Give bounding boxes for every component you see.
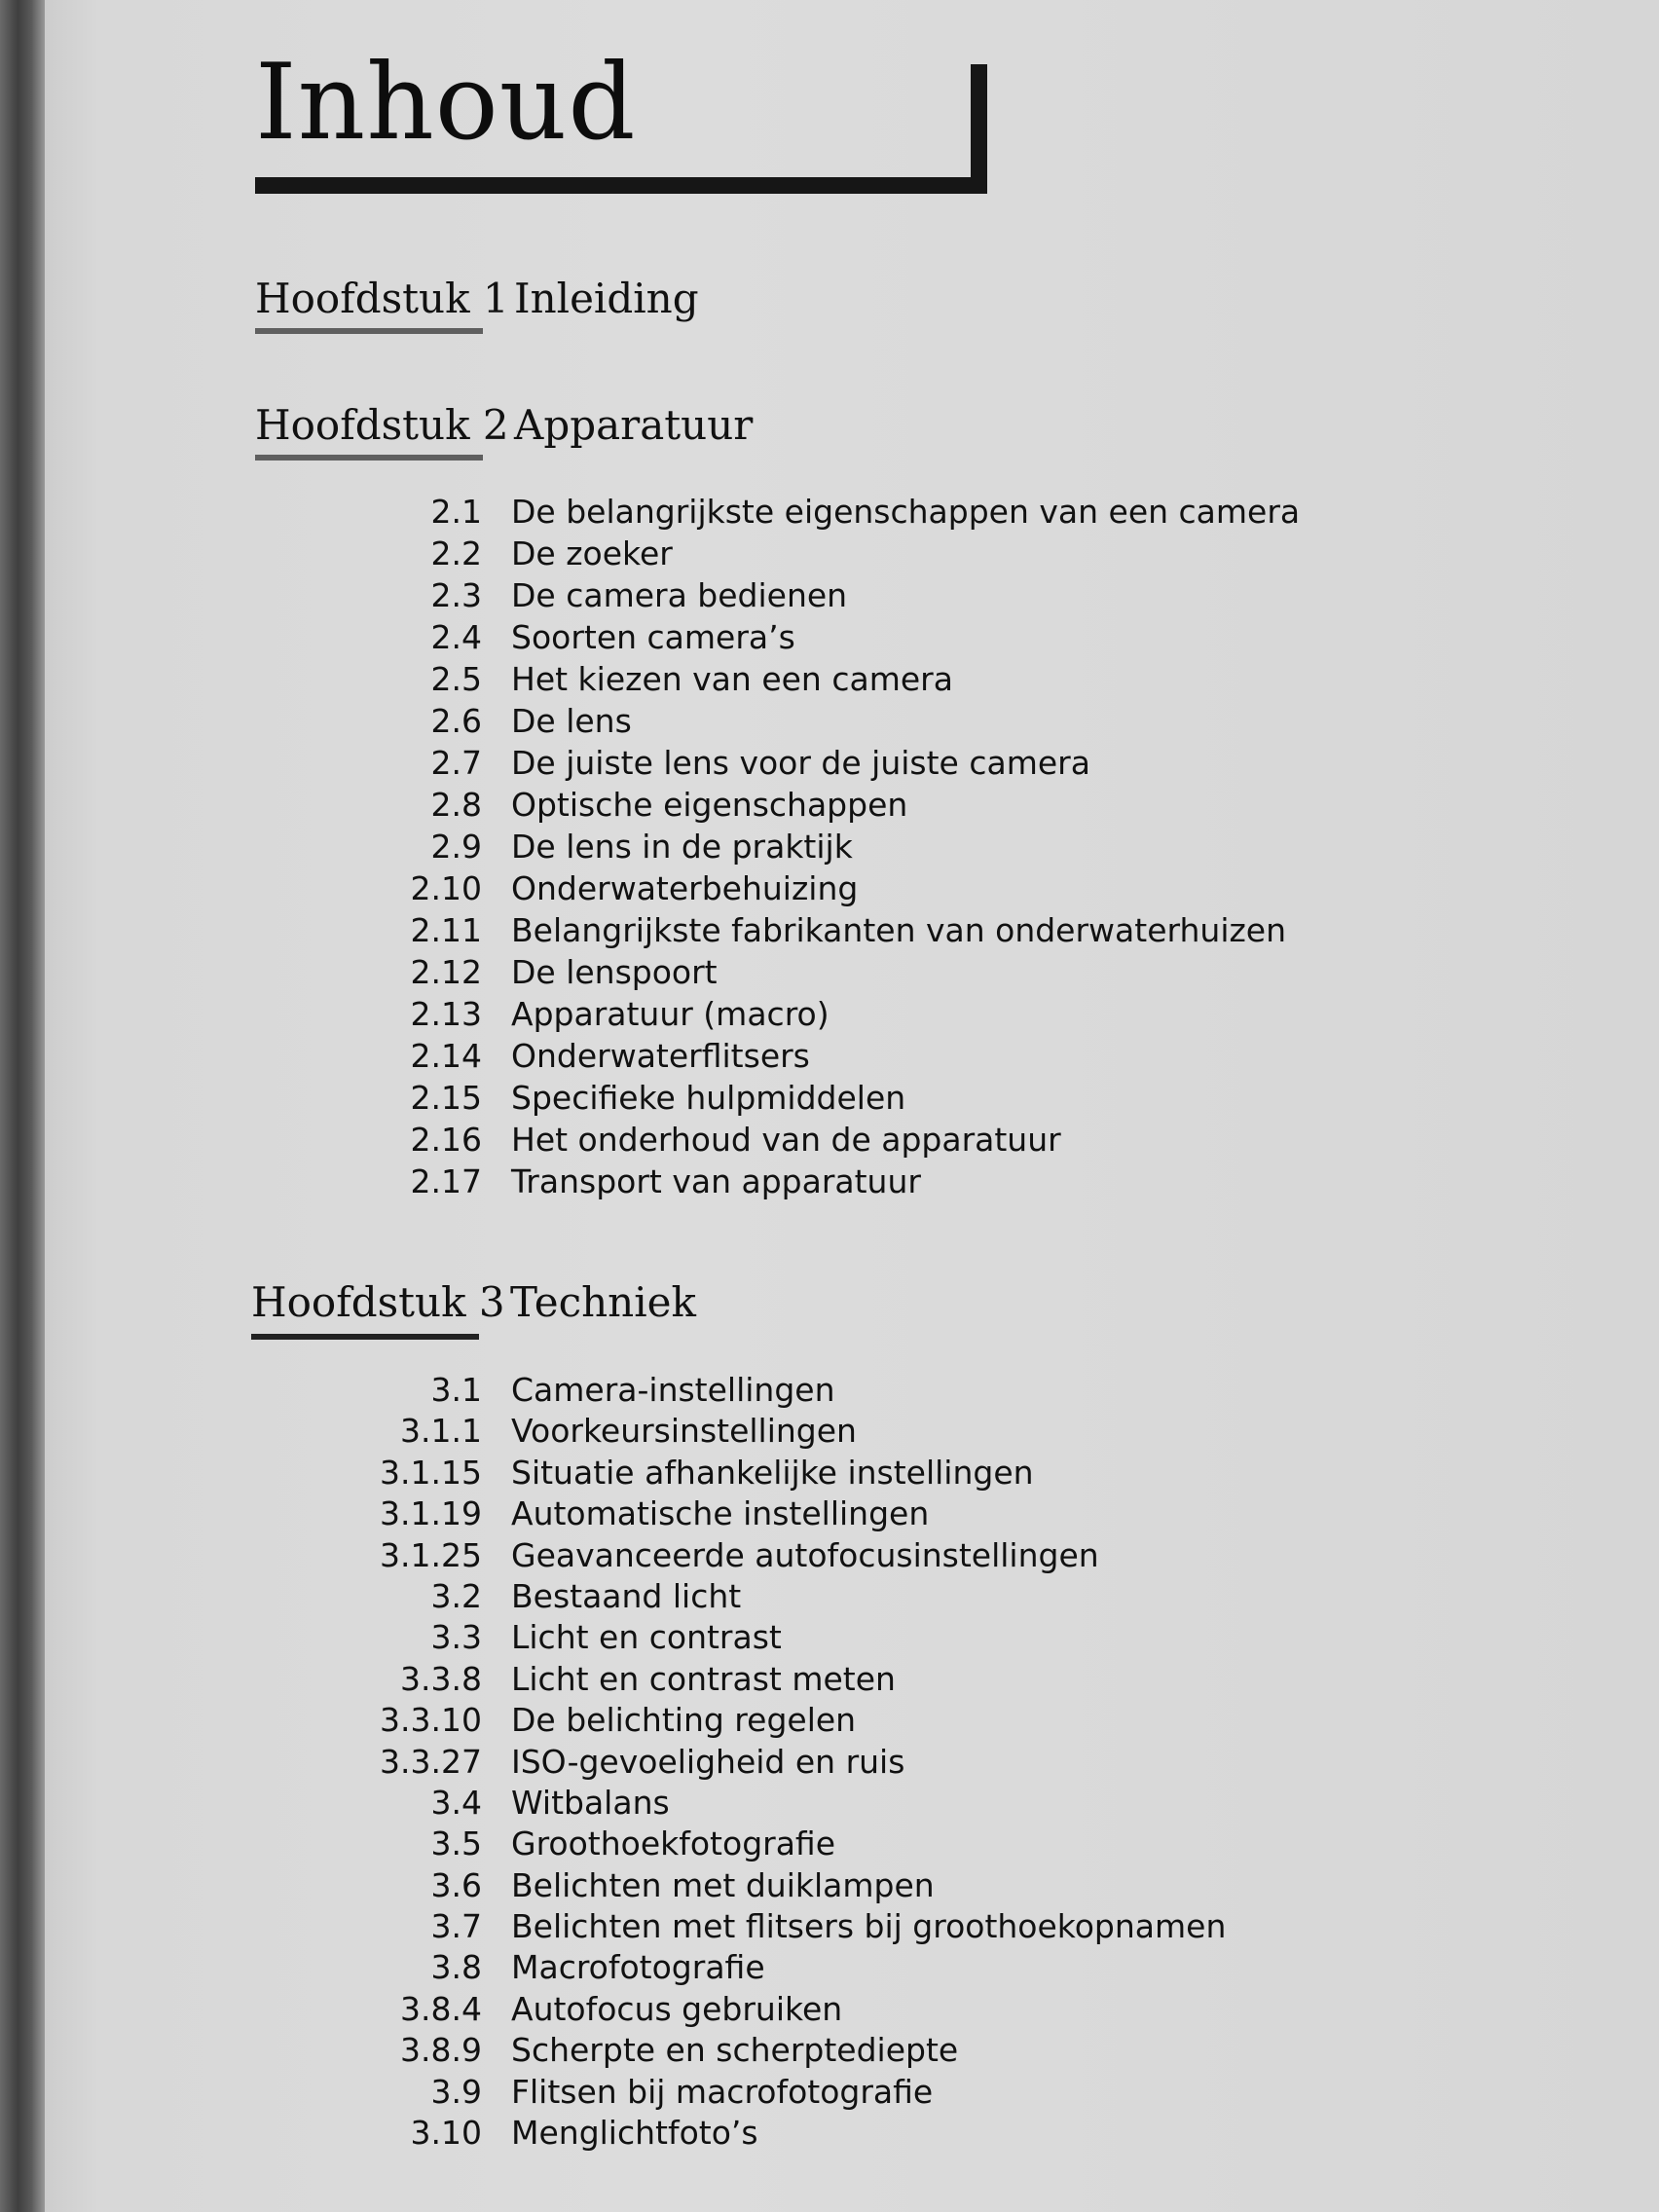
section-title: Situatie afhankelijke instellingen <box>511 1453 1034 1492</box>
section-number: 2.5 <box>430 660 482 698</box>
chapter-label: Hoofdstuk 2 <box>255 401 509 449</box>
section-title: Specifieke hulpmiddelen <box>511 1079 906 1117</box>
section-number: 3.9 <box>430 2072 482 2111</box>
section-title: De lens in de praktijk <box>511 828 853 866</box>
section-title: Het kiezen van een camera <box>511 660 953 698</box>
section-number: 3.1.25 <box>380 1535 482 1574</box>
toc-entry <box>0 2073 1659 2114</box>
toc-entry <box>0 1371 1659 1412</box>
toc-entry <box>0 1743 1659 1784</box>
chapter-title: Apparatuur <box>514 401 754 449</box>
toc-entry <box>0 869 1659 911</box>
chapter-1-heading <box>255 275 1131 352</box>
section-title: Transport van apparatuur <box>511 1162 921 1200</box>
toc-entry <box>0 535 1659 576</box>
section-number: 2.11 <box>410 911 482 949</box>
section-title: Geavanceerde autofocusinstellingen <box>511 1535 1099 1574</box>
section-title: ISO-gevoeligheid en ruis <box>511 1742 905 1781</box>
chapter-underline <box>251 1334 479 1340</box>
chapter-3-heading <box>251 1278 1127 1356</box>
section-title: Onderwaterflitsers <box>511 1037 810 1075</box>
section-number: 2.1 <box>430 493 482 531</box>
toc-entry <box>0 1825 1659 1865</box>
section-title: Flitsen bij macrofotografie <box>511 2072 934 2111</box>
section-number: 2.9 <box>430 828 482 866</box>
title-corner-rule <box>971 64 987 194</box>
section-number: 3.6 <box>430 1865 482 1904</box>
section-title: Het onderhoud van de apparatuur <box>511 1121 1061 1159</box>
section-title: Onderwaterbehuizing <box>511 869 859 907</box>
chapter-2-sections <box>0 493 1659 1204</box>
section-title: Witbalans <box>511 1783 670 1822</box>
chapter-title: Inleiding <box>514 275 699 322</box>
toc-entry <box>0 1907 1659 1948</box>
section-title: Camera-instellingen <box>511 1371 835 1409</box>
toc-entry <box>0 1037 1659 1079</box>
section-title: Macrofotografie <box>511 1948 765 1987</box>
toc-entry <box>0 1618 1659 1659</box>
toc-entry <box>0 1660 1659 1701</box>
section-number: 3.7 <box>430 1907 482 1946</box>
section-number: 3.3.10 <box>380 1701 482 1740</box>
toc-entry <box>0 493 1659 535</box>
section-title: De juiste lens voor de juiste camera <box>511 744 1090 782</box>
section-number: 2.13 <box>410 995 482 1033</box>
section-title: Licht en contrast <box>511 1618 782 1657</box>
toc-entry <box>0 1701 1659 1742</box>
section-number: 3.3 <box>430 1618 482 1657</box>
chapter-3-sections <box>0 1371 1659 2155</box>
toc-entry <box>0 1454 1659 1494</box>
section-title: Scherpte en scherptediepte <box>511 2031 959 2070</box>
section-title: Belichten met duiklampen <box>511 1865 935 1904</box>
toc-entry <box>0 2031 1659 2072</box>
section-number: 2.7 <box>430 744 482 782</box>
section-number: 3.1.1 <box>400 1412 482 1451</box>
section-number: 2.15 <box>410 1079 482 1117</box>
section-number: 3.1 <box>430 1371 482 1409</box>
toc-entry <box>0 1784 1659 1825</box>
toc-entry <box>0 1079 1659 1121</box>
section-title: De camera bedienen <box>511 576 848 614</box>
toc-entry <box>0 1162 1659 1204</box>
section-number: 3.3.27 <box>380 1742 482 1781</box>
section-title: Soorten camera’s <box>511 618 795 656</box>
toc-entry <box>0 618 1659 660</box>
section-title: Licht en contrast meten <box>511 1659 896 1698</box>
section-title: Menglichtfoto’s <box>511 2114 758 2153</box>
toc-entry <box>0 995 1659 1037</box>
section-title: De belichting regelen <box>511 1701 857 1740</box>
section-number: 3.8.9 <box>400 2031 482 2070</box>
chapter-2-heading <box>255 401 1131 479</box>
section-title: De lens <box>511 702 632 740</box>
chapter-underline <box>255 455 483 461</box>
toc-entry <box>0 702 1659 744</box>
section-title: Optische eigenschappen <box>511 786 908 824</box>
section-number: 3.3.8 <box>400 1659 482 1698</box>
toc-entry <box>0 1866 1659 1907</box>
toc-entry <box>0 1494 1659 1535</box>
chapter-title: Techniek <box>510 1278 696 1326</box>
section-title: Belangrijkste fabrikanten van onderwaterhuizen <box>511 911 1287 949</box>
toc-entry <box>0 576 1659 618</box>
chapter-underline <box>255 328 483 334</box>
toc-entry <box>0 1948 1659 1989</box>
section-number: 2.10 <box>410 869 482 907</box>
section-number: 3.1.19 <box>380 1494 482 1533</box>
toc-entry <box>0 953 1659 995</box>
section-number: 3.4 <box>430 1783 482 1822</box>
section-title: Voorkeursinstellingen <box>511 1412 857 1451</box>
section-number: 2.2 <box>430 535 482 572</box>
section-number: 3.8.4 <box>400 1989 482 2028</box>
section-number: 3.8 <box>430 1948 482 1987</box>
section-number: 3.10 <box>410 2114 482 2153</box>
section-number: 2.17 <box>410 1162 482 1200</box>
toc-entry <box>0 2114 1659 2155</box>
section-title: Autofocus gebruiken <box>511 1989 843 2028</box>
section-title: De lenspoort <box>511 953 718 991</box>
section-number: 3.2 <box>430 1576 482 1615</box>
section-number: 2.16 <box>410 1121 482 1159</box>
toc-entry <box>0 1536 1659 1577</box>
section-number: 2.4 <box>430 618 482 656</box>
chapter-label: Hoofdstuk 1 <box>255 275 509 322</box>
section-title: Belichten met flitsers bij groothoekopnamen <box>511 1907 1227 1946</box>
section-number: 2.6 <box>430 702 482 740</box>
section-number: 2.8 <box>430 786 482 824</box>
section-number: 3.5 <box>430 1825 482 1863</box>
toc-entry <box>0 1412 1659 1453</box>
toc-entry <box>0 660 1659 702</box>
section-title: Bestaand licht <box>511 1576 742 1615</box>
section-number: 3.1.15 <box>380 1453 482 1492</box>
chapter-label: Hoofdstuk 3 <box>251 1278 505 1326</box>
toc-entry <box>0 828 1659 869</box>
section-title: De zoeker <box>511 535 673 572</box>
section-number: 2.3 <box>430 576 482 614</box>
toc-entry <box>0 786 1659 828</box>
page-title: Inhoud <box>255 42 637 164</box>
title-underline <box>255 177 987 194</box>
toc-entry <box>0 911 1659 953</box>
section-number: 2.12 <box>410 953 482 991</box>
section-title: Automatische instellingen <box>511 1494 930 1533</box>
section-title: Groothoekfotografie <box>511 1825 836 1863</box>
toc-entry <box>0 744 1659 786</box>
toc-entry <box>0 1990 1659 2031</box>
section-number: 2.14 <box>410 1037 482 1075</box>
toc-entry <box>0 1121 1659 1162</box>
section-title: Apparatuur (macro) <box>511 995 830 1033</box>
toc-entry <box>0 1577 1659 1618</box>
section-title: De belangrijkste eigenschappen van een camera <box>511 493 1301 531</box>
